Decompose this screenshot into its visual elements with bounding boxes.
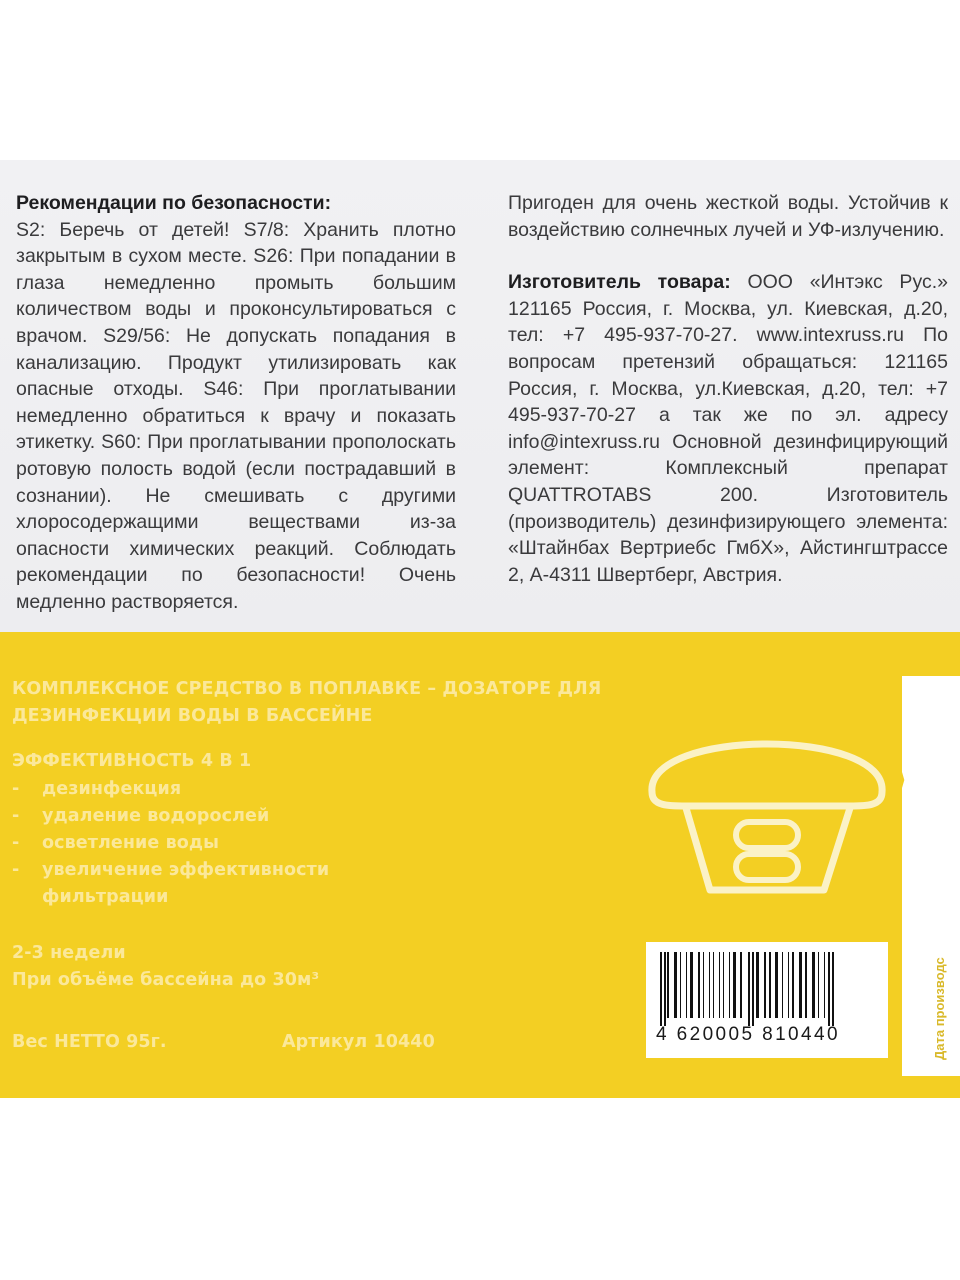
barcode-bar — [756, 952, 759, 1018]
barcode-bar — [799, 952, 802, 1018]
barcode-bar — [686, 952, 687, 1018]
list-item: - дезинфекция — [12, 779, 182, 799]
barcode-bar — [664, 952, 666, 1026]
barcode-bar — [824, 952, 825, 1018]
barcode-bar — [674, 952, 677, 1018]
pool-volume-text: При объёме бассейна до 30м³ — [12, 970, 320, 990]
barcode-bar — [723, 952, 724, 1018]
barcode-bar — [832, 952, 834, 1026]
barcode-bar — [667, 952, 669, 1018]
barcode-bar — [729, 952, 730, 1018]
barcode-bar — [812, 952, 815, 1018]
barcode — [646, 942, 888, 1058]
barcode-bar — [690, 952, 693, 1018]
barcode-bar — [782, 952, 783, 1018]
safety-title: Рекомендации по безопасности: — [16, 192, 332, 214]
date-tab — [902, 676, 960, 1076]
barcode-bar — [769, 952, 771, 1018]
barcode-bar — [703, 952, 704, 1018]
efficiency-title: ЭФФЕКТИВНОСТЬ 4 В 1 — [12, 751, 252, 771]
barcode-bar — [680, 952, 681, 1018]
list-item: - увеличение эффективности фильтрации — [12, 860, 330, 907]
barcode-bar — [752, 952, 754, 1026]
barcode-bar — [775, 952, 778, 1018]
resistance-text: Пригоден для очень жесткой воды. Устойчив к воздействию солнечных лучей и УФ-излучению. — [508, 192, 948, 241]
net-weight: Вес НЕТТО 95г. — [12, 1032, 167, 1052]
barcode-bar — [788, 952, 789, 1018]
product-headline: КОМПЛЕКСНОЕ СРЕДСТВО В ПОПЛАВКЕ – ДОЗАТОРЕ ДЛЯ ДЕЗИНФЕКЦИИ ВОДЫ В БАССЕЙНЕ — [12, 679, 602, 726]
barcode-bar — [719, 952, 720, 1018]
barcode-bar — [733, 952, 736, 1018]
list-item: - осветление воды — [12, 833, 220, 853]
barcode-bar — [764, 952, 766, 1018]
manufacturer-text: ООО «Интэкс Рус.» 121165 Россия, г. Москва, ул. Киевская, д.20, тел: +7 495-937-70-27. www.intexruss.ru По вопросам претензий обращаться: 121165 Россия, г. Москва, ул.Киевская, д.20, тел: +7 495-937-70-27 а так же по эл. адресу info@intexruss.ru Основной дезинфицирующий элемент: Комплексный препарат QUATTROTABS 200. Изготовитель (производитель) дезинфизирующего элемента: «Штайнбах Вертриебс ГмбХ», Айстингштрассе 2, A-4311 Швертберг, Австрия. — [508, 271, 948, 586]
barcode-bars — [660, 952, 874, 1026]
article-number: Артикул 10440 — [282, 1032, 435, 1052]
barcode-bar — [818, 952, 819, 1018]
duration-text: 2-3 недели — [12, 943, 126, 963]
barcode-bar — [709, 952, 710, 1018]
float-dispenser-icon — [640, 700, 900, 900]
barcode-bar — [698, 952, 700, 1018]
safety-column — [16, 190, 456, 616]
barcode-bar — [660, 952, 662, 1026]
production-date-label: Дата производс — [932, 957, 947, 1060]
barcode-bar — [740, 952, 742, 1018]
barcode-number: 4 620005 810440 — [656, 1024, 840, 1045]
list-item: - удаление водорослей — [12, 806, 270, 826]
barcode-bar — [828, 952, 830, 1026]
info-column — [508, 190, 948, 588]
efficiency-list — [12, 776, 372, 911]
barcode-bar — [792, 952, 794, 1018]
manufacturer-label: Изготовитель товара: — [508, 271, 731, 294]
usage-info — [12, 940, 319, 994]
barcode-bar — [713, 952, 714, 1018]
safety-text: S2: Беречь от детей! S7/8: Хранить плотно закрытым в сухом месте. S26: При попадании в глаза немедленно промыть большим количеством воды и проконсультироваться с врачом. S29/56: Не допускать попадания в канализацию. Продукт утилизировать как опасные отходы. S46: При проглатывании немедленно обратиться к врачу и показать этикетку. S60: При проглатывании прополоскать ротовую полость водой (если пострадавший в сознании). Не смешивать с другими хлоросодержащими веществами из-за опасности химических реакций. Соблюдать рекомендации по безопасности! Очень медленно растворяется. — [16, 218, 456, 613]
barcode-bar — [805, 952, 807, 1018]
barcode-bar — [748, 952, 750, 1026]
